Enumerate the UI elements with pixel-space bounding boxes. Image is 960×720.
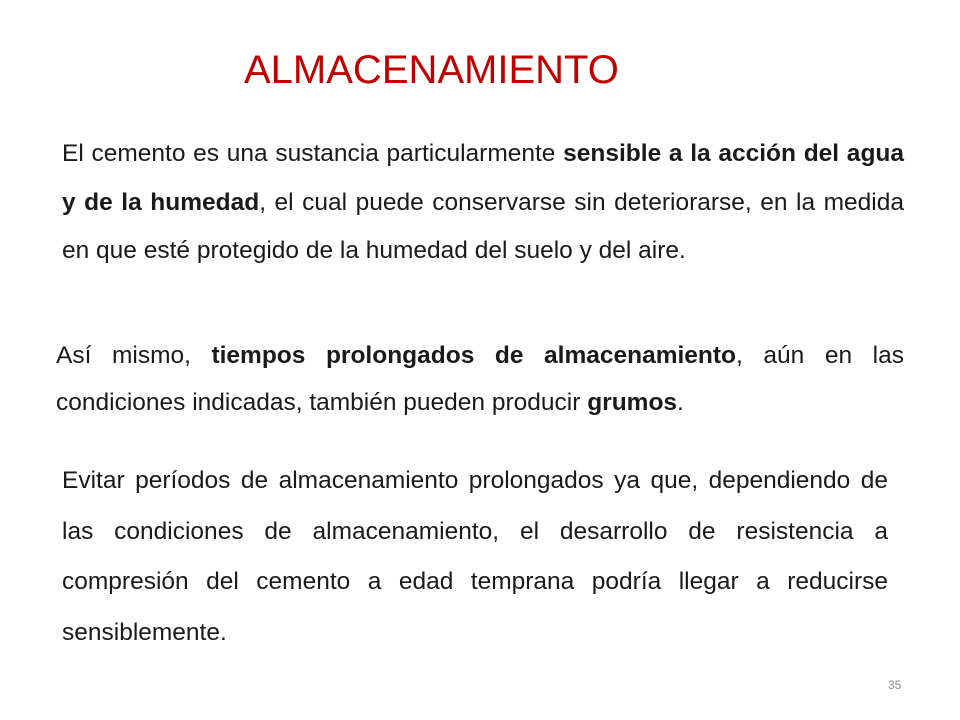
paragraph-text: , el cual puede conservarse sin deteriorarse, en la medida en que esté protegido de la humedad del suelo y del aire. [62,188,904,264]
page-number: 35 [888,678,902,692]
paragraph-text: , aún en las condiciones indicadas, también pueden producir [56,342,904,416]
paragraph-bold-text: tiempos prolongados de almacenamiento [211,342,737,369]
paragraph-text: Así mismo, [56,342,212,369]
paragraph-bold-text: grumos [587,389,678,416]
paragraph-cement-sensitivity [62,130,904,276]
paragraph-storage-time [56,332,904,426]
paragraph-avoid-long-storage: Evitar períodos de almacenamiento prolongados ya que, dependiendo de las condiciones de almacenamiento, el desarrollo de resistencia a compresión del cemento a edad temprana podría llegar a reducirse sensiblemente. [62,467,888,646]
paragraph-text: El cemento es una sustancia particularmente [62,140,564,167]
paragraph-text: . [677,389,684,416]
slide-title: ALMACENAMIENTO [244,48,619,92]
paragraph-bold-text: sensible a la acción del agua y de la humedad [62,140,904,216]
